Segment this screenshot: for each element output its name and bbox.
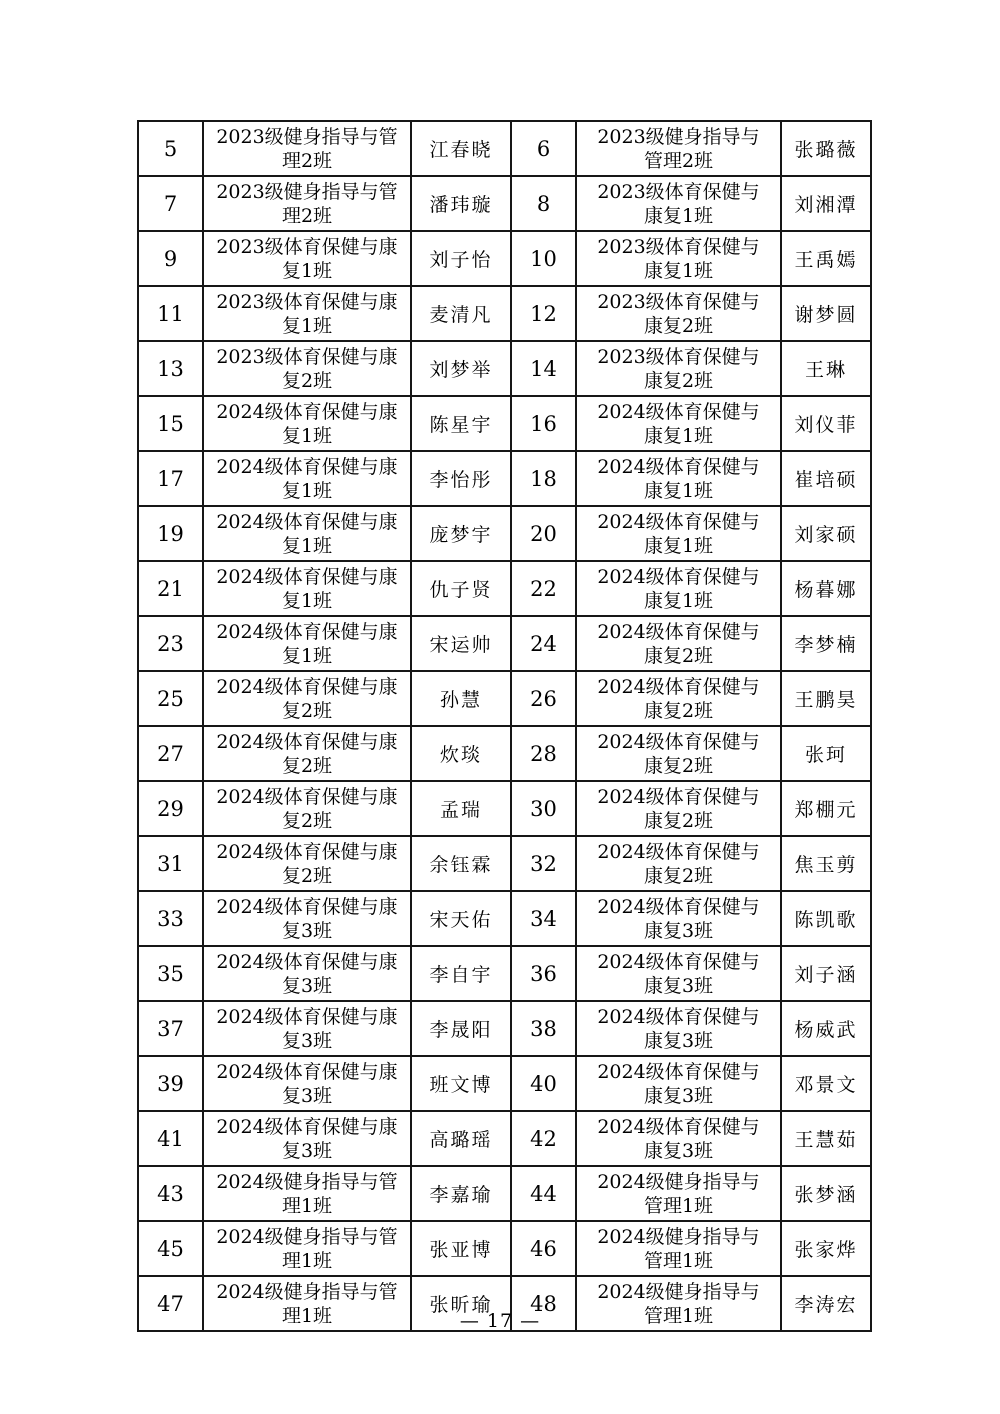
sequence-number-cell: 14 [511,341,576,396]
class-name-cell: 2024级体育保健与康复2班 [203,726,411,781]
student-name-cell: 刘梦举 [411,341,511,396]
student-name-cell: 陈星宇 [411,396,511,451]
table-row [138,1221,871,1276]
class-name-cell: 2024级健身指导与管理1班 [576,1166,781,1221]
sequence-number-cell: 30 [511,781,576,836]
student-name-cell: 王琳 [781,341,871,396]
class-name-cell: 2024级体育保健与康复1班 [203,451,411,506]
student-name-cell: 张璐薇 [781,121,871,176]
class-name-cell: 2024级体育保健与康复1班 [203,616,411,671]
class-name-cell: 2024级体育保健与康复3班 [203,1056,411,1111]
class-name-cell: 2024级体育保健与康复2班 [576,726,781,781]
class-name-cell: 2024级健身指导与管理1班 [203,1166,411,1221]
sequence-number-cell: 45 [138,1221,203,1276]
student-name-cell: 王鹏昊 [781,671,871,726]
student-name-cell: 郑棚元 [781,781,871,836]
student-name-cell: 李梦楠 [781,616,871,671]
sequence-number-cell: 20 [511,506,576,561]
sequence-number-cell: 37 [138,1001,203,1056]
class-name-cell: 2024级体育保健与康复1班 [576,506,781,561]
student-name-cell: 李嘉瑜 [411,1166,511,1221]
sequence-number-cell: 9 [138,231,203,286]
table-row [138,121,871,176]
sequence-number-cell: 21 [138,561,203,616]
sequence-number-cell: 24 [511,616,576,671]
roster-table-body [138,121,871,1331]
table-row [138,506,871,561]
sequence-number-cell: 47 [138,1276,203,1331]
student-name-cell: 崔培硕 [781,451,871,506]
page-number: — 17 — [459,1310,541,1332]
class-name-cell: 2023级体育保健与康复1班 [203,231,411,286]
student-name-cell: 李晟阳 [411,1001,511,1056]
student-name-cell: 杨威武 [781,1001,871,1056]
table-row [138,1056,871,1111]
table-row [138,561,871,616]
sequence-number-cell: 39 [138,1056,203,1111]
table-row [138,286,871,341]
sequence-number-cell: 28 [511,726,576,781]
sequence-number-cell: 8 [511,176,576,231]
student-name-cell: 焦玉剪 [781,836,871,891]
class-name-cell: 2024级体育保健与康复3班 [203,1001,411,1056]
student-name-cell: 孙慧 [411,671,511,726]
class-name-cell: 2024级体育保健与康复1班 [576,561,781,616]
sequence-number-cell: 18 [511,451,576,506]
table-row [138,1001,871,1056]
table-row [138,671,871,726]
student-name-cell: 李涛宏 [781,1276,871,1331]
class-name-cell: 2024级健身指导与管理1班 [576,1221,781,1276]
student-name-cell: 炊琰 [411,726,511,781]
student-name-cell: 陈凯歌 [781,891,871,946]
student-name-cell: 张昕瑜 [411,1276,511,1331]
table-row [138,946,871,1001]
sequence-number-cell: 10 [511,231,576,286]
sequence-number-cell: 41 [138,1111,203,1166]
student-name-cell: 王禹嫣 [781,231,871,286]
class-name-cell: 2024级体育保健与康复3班 [576,1056,781,1111]
student-name-cell: 宋天佑 [411,891,511,946]
class-name-cell: 2024级健身指导与管理1班 [576,1276,781,1331]
class-name-cell: 2023级健身指导与管理2班 [203,176,411,231]
student-name-cell: 潘玮璇 [411,176,511,231]
class-name-cell: 2024级健身指导与管理1班 [203,1221,411,1276]
class-name-cell: 2024级体育保健与康复2班 [576,781,781,836]
class-name-cell: 2023级健身指导与管理2班 [203,121,411,176]
sequence-number-cell: 15 [138,396,203,451]
sequence-number-cell: 5 [138,121,203,176]
sequence-number-cell: 13 [138,341,203,396]
class-name-cell: 2024级体育保健与康复1班 [203,561,411,616]
class-name-cell: 2024级体育保健与康复2班 [576,616,781,671]
table-row [138,1111,871,1166]
class-name-cell: 2024级体育保健与康复3班 [203,946,411,1001]
sequence-number-cell: 22 [511,561,576,616]
student-roster-table [137,120,872,1332]
table-row [138,396,871,451]
student-name-cell: 孟瑞 [411,781,511,836]
class-name-cell: 2024级体育保健与康复2班 [203,836,411,891]
student-name-cell: 张亚博 [411,1221,511,1276]
class-name-cell: 2024级体育保健与康复3班 [576,1111,781,1166]
sequence-number-cell: 40 [511,1056,576,1111]
sequence-number-cell: 25 [138,671,203,726]
class-name-cell: 2024级体育保健与康复3班 [576,946,781,1001]
class-name-cell: 2023级体育保健与康复1班 [203,286,411,341]
student-name-cell: 麦清凡 [411,286,511,341]
student-name-cell: 李自宇 [411,946,511,1001]
sequence-number-cell: 32 [511,836,576,891]
table-row [138,836,871,891]
table-row [138,726,871,781]
class-name-cell: 2023级体育保健与康复2班 [576,286,781,341]
student-name-cell: 高璐瑶 [411,1111,511,1166]
sequence-number-cell: 27 [138,726,203,781]
student-name-cell: 刘湘潭 [781,176,871,231]
sequence-number-cell: 46 [511,1221,576,1276]
student-name-cell: 宋运帅 [411,616,511,671]
student-name-cell: 谢梦圆 [781,286,871,341]
class-name-cell: 2023级健身指导与管理2班 [576,121,781,176]
student-name-cell: 李怡彤 [411,451,511,506]
sequence-number-cell: 42 [511,1111,576,1166]
student-name-cell: 刘仪菲 [781,396,871,451]
sequence-number-cell: 29 [138,781,203,836]
class-name-cell: 2024级体育保健与康复1班 [576,396,781,451]
class-name-cell: 2024级体育保健与康复2班 [203,781,411,836]
student-name-cell: 刘子涵 [781,946,871,1001]
student-name-cell: 仇子贤 [411,561,511,616]
sequence-number-cell: 35 [138,946,203,1001]
sequence-number-cell: 33 [138,891,203,946]
class-name-cell: 2024级体育保健与康复1班 [576,451,781,506]
sequence-number-cell: 36 [511,946,576,1001]
student-name-cell: 刘子怡 [411,231,511,286]
sequence-number-cell: 23 [138,616,203,671]
class-name-cell: 2024级体育保健与康复3班 [203,891,411,946]
student-name-cell: 江春晓 [411,121,511,176]
sequence-number-cell: 38 [511,1001,576,1056]
class-name-cell: 2023级体育保健与康复1班 [576,231,781,286]
class-name-cell: 2024级体育保健与康复3班 [576,1001,781,1056]
sequence-number-cell: 12 [511,286,576,341]
student-name-cell: 王慧茹 [781,1111,871,1166]
student-name-cell: 班文博 [411,1056,511,1111]
sequence-number-cell: 31 [138,836,203,891]
class-name-cell: 2024级健身指导与管理1班 [203,1276,411,1331]
table-row [138,231,871,286]
table-row [138,451,871,506]
class-name-cell: 2024级体育保健与康复1班 [203,506,411,561]
class-name-cell: 2023级体育保健与康复2班 [203,341,411,396]
table-row [138,616,871,671]
class-name-cell: 2023级体育保健与康复2班 [576,341,781,396]
class-name-cell: 2024级体育保健与康复3班 [203,1111,411,1166]
student-name-cell: 张珂 [781,726,871,781]
class-name-cell: 2024级体育保健与康复2班 [203,671,411,726]
student-name-cell: 张家烨 [781,1221,871,1276]
sequence-number-cell: 16 [511,396,576,451]
table-row [138,176,871,231]
student-name-cell: 张梦涵 [781,1166,871,1221]
sequence-number-cell: 6 [511,121,576,176]
student-name-cell: 杨暮娜 [781,561,871,616]
class-name-cell: 2023级体育保健与康复1班 [576,176,781,231]
sequence-number-cell: 26 [511,671,576,726]
student-name-cell: 庞梦宇 [411,506,511,561]
table-row [138,781,871,836]
sequence-number-cell: 43 [138,1166,203,1221]
class-name-cell: 2024级体育保健与康复3班 [576,891,781,946]
student-name-cell: 邓景文 [781,1056,871,1111]
student-name-cell: 刘家硕 [781,506,871,561]
sequence-number-cell: 11 [138,286,203,341]
table-row [138,341,871,396]
table-row [138,1166,871,1221]
class-name-cell: 2024级体育保健与康复2班 [576,836,781,891]
sequence-number-cell: 48 [511,1276,576,1331]
student-name-cell: 余钰霖 [411,836,511,891]
sequence-number-cell: 7 [138,176,203,231]
sequence-number-cell: 17 [138,451,203,506]
class-name-cell: 2024级体育保健与康复2班 [576,671,781,726]
sequence-number-cell: 19 [138,506,203,561]
table-row [138,891,871,946]
sequence-number-cell: 34 [511,891,576,946]
sequence-number-cell: 44 [511,1166,576,1221]
class-name-cell: 2024级体育保健与康复1班 [203,396,411,451]
